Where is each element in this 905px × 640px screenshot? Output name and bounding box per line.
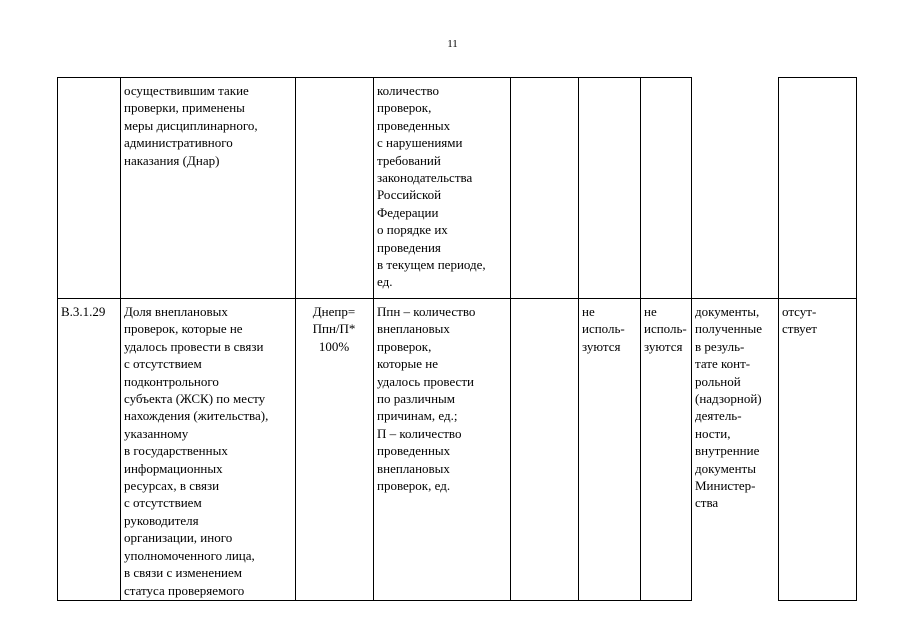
- row2-usage-a: не исполь- зуются: [582, 304, 625, 354]
- column-border: [57, 77, 58, 601]
- column-border: [295, 77, 296, 601]
- row2-formula: Днепр= Ппн/П* 100%: [312, 304, 356, 354]
- column-border: [778, 77, 779, 601]
- column-border: [120, 77, 121, 601]
- column-border: [510, 77, 511, 601]
- column-border: [578, 77, 579, 601]
- row2-indicator-name: Доля внеплановых проверок, которые не удалось провести в связи с отсутствием подконтрольного субъекта (ЖСК) по месту нахождения (жительства), указанному в государственных информационных ресурсах, в связи с отсутствием руководителя организации, иного уполномоченного лица, в связи с изменением статуса проверяемого: [124, 304, 269, 598]
- row2-usage-b: не исполь- зуются: [644, 304, 687, 354]
- row1-indicator-name: осуществившим такие проверки, применены меры дисциплинарного, административного наказания (Днар): [124, 83, 258, 168]
- column-border: [373, 77, 374, 601]
- row2-absent: отсут- ствует: [782, 304, 817, 337]
- column-border: [691, 77, 692, 601]
- row2-indicator-parameters: Ппн – количество внеплановых проверок, которые не удалось провести по различным причинам, ед.; П – количество проведенных внеплановых проверок, ед.: [377, 304, 476, 494]
- row2-indicator-code: В.3.1.29: [61, 304, 106, 319]
- row1-indicator-parameters: количество проверок, проведенных с нарушениями требований законодательства Российской Федерации о порядке их проведения в текущем периоде, ед.: [377, 83, 486, 290]
- row-separator: [57, 298, 857, 299]
- table-top-border: [57, 77, 691, 78]
- table-bottom-border: [57, 600, 691, 601]
- column-border: [856, 77, 857, 601]
- row2-data-sources: документы, полученные в резуль- тате конт- рольной (надзорной) деятель- ности, внутренние документы Министер- ства: [695, 304, 762, 511]
- page-number: 11: [447, 38, 458, 50]
- table-top-border-right: [778, 77, 857, 78]
- table-bottom-border-right: [778, 600, 857, 601]
- column-border: [640, 77, 641, 601]
